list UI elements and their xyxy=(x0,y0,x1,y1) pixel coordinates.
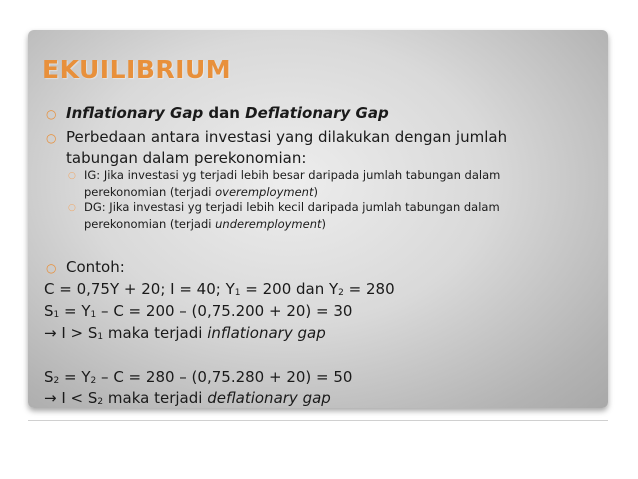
eq5-deflationary-gap: deflationary gap xyxy=(207,389,331,407)
eq1-text-b: = 200 dan Y xyxy=(240,280,339,298)
eq1-text-a: C = 0,75Y + 20; I = 40; Y xyxy=(44,280,235,298)
sub-bullet-ig-close: ) xyxy=(313,185,318,199)
bullet-text-inflationary-gap: Inflationary Gap xyxy=(66,104,204,122)
slide-title: EKUILIBRIUM xyxy=(42,55,232,84)
sub-bullet-dg-underemployment: underemployment xyxy=(215,217,322,231)
sub-bullet-marker-icon: ○ xyxy=(68,203,76,213)
example-label: Contoh: xyxy=(66,258,125,276)
eq1-sub-1: 1 xyxy=(234,288,241,298)
equation-line-2 xyxy=(44,302,352,320)
equation-line-5 xyxy=(44,389,331,407)
eq2-text-b: = Y xyxy=(59,302,91,320)
sub-bullet-dg-line1: DG: Jika investasi yg terjadi lebih kecil daripada jumlah tabungan dalam xyxy=(84,200,500,214)
eq1-sub-2: 2 xyxy=(338,288,344,298)
eq4-text-a: S xyxy=(44,368,54,386)
eq4-text-c: – C = 280 – (0,75.280 + 20) = 50 xyxy=(96,368,353,386)
equation-line-1 xyxy=(44,280,395,298)
sub-bullet-ig-text: perekonomian (terjadi xyxy=(84,185,216,199)
bullet-text-deflationary-gap: Deflationary Gap xyxy=(245,104,389,122)
eq1-text-c: = 280 xyxy=(343,280,395,298)
equation-line-3 xyxy=(44,324,326,342)
bullet-inflationary-deflationary xyxy=(66,104,389,122)
eq5-sub: 2 xyxy=(97,397,104,407)
eq2-text-a: S xyxy=(44,302,54,320)
eq5-text-b: maka terjadi xyxy=(103,389,208,407)
bullet-text-dan: dan xyxy=(203,104,246,122)
sub-bullet-dg-line2 xyxy=(84,216,326,233)
equation-line-4 xyxy=(44,368,352,386)
eq2-text-c: – C = 200 – (0,75.200 + 20) = 30 xyxy=(96,302,353,320)
eq2-sub-1: 1 xyxy=(53,310,60,320)
eq2-sub-2: 1 xyxy=(90,310,97,320)
eq3-inflationary-gap: inflationary gap xyxy=(207,324,326,342)
bottom-divider xyxy=(28,420,608,421)
bullet-marker-icon: ○ xyxy=(46,261,57,275)
sub-bullet-dg-text: perekonomian (terjadi xyxy=(84,217,216,231)
eq4-text-b: = Y xyxy=(59,368,91,386)
eq4-sub-2: 2 xyxy=(90,376,97,386)
eq3-text-b: maka terjadi xyxy=(103,324,208,342)
sub-bullet-dg-close: ) xyxy=(321,217,326,231)
eq5-text-a: I < S xyxy=(56,389,98,407)
eq3-text-a: I > S xyxy=(56,324,98,342)
sub-bullet-marker-icon: ○ xyxy=(68,171,76,181)
arrow-right-icon: → xyxy=(44,324,57,342)
bullet-marker-icon: ○ xyxy=(46,131,57,145)
eq4-sub-1: 2 xyxy=(53,376,60,386)
arrow-right-icon: → xyxy=(44,389,57,407)
sub-bullet-ig-line1: IG: Jika investasi yg terjadi lebih besar daripada jumlah tabungan dalam xyxy=(84,168,501,182)
eq3-sub: 1 xyxy=(97,332,104,342)
bullet-perbedaan-line2: tabungan dalam perekonomian: xyxy=(66,149,307,167)
bullet-marker-icon: ○ xyxy=(46,107,57,121)
sub-bullet-ig-overemployment: overemployment xyxy=(215,185,314,199)
bullet-perbedaan-line1: Perbedaan antara investasi yang dilakukan dengan jumlah xyxy=(66,128,508,146)
